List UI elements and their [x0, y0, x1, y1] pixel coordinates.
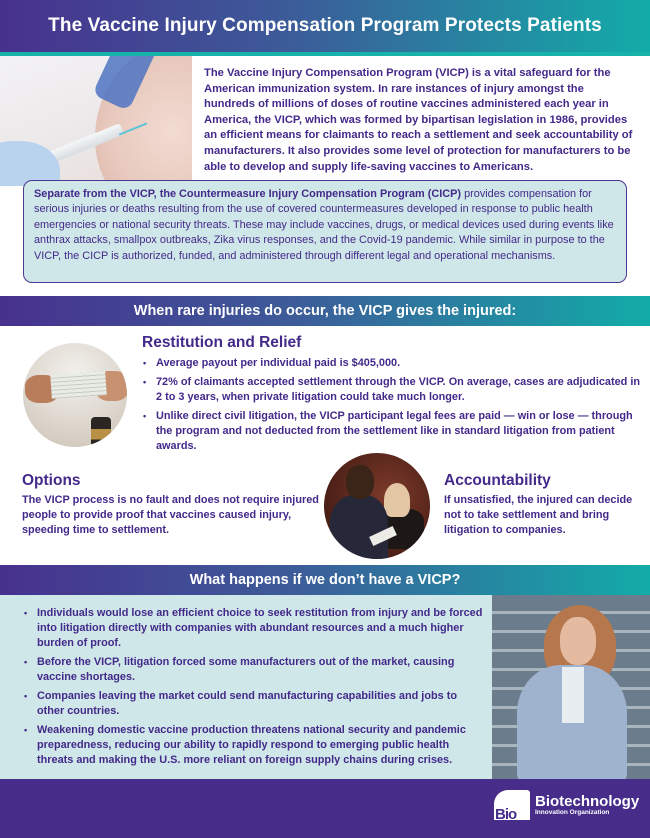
lawyer-head-shape: [346, 465, 374, 499]
section-banner-no-vicp: [0, 565, 650, 595]
bio-logo-mark-icon: [494, 790, 530, 823]
section-banner-benefits: [0, 296, 650, 326]
section-title-no-vicp: What happens if we don’t have a VICP?: [189, 572, 461, 588]
list-item: • 72% of claimants accepted settlement through the VICP. On average, cases are adjudicated in 2 to 3 years, when private litigation could take much longer.: [142, 375, 642, 405]
bio-logo-name: Biotechnology: [535, 792, 640, 810]
cicp-callout: [23, 180, 627, 283]
list-item: • Before the VICP, litigation forced some manufacturers out of the market, causing vaccine shortages.: [23, 655, 483, 685]
cash-stack-icon: [50, 371, 107, 399]
face-shape: [560, 617, 596, 665]
distressed-woman-photo: [492, 595, 650, 779]
options-text: The VICP process is no fault and does not require injured people to provide proof that vaccines caused injury, speeding time to settlement.: [22, 494, 319, 536]
bio-logo: [494, 790, 640, 823]
vaccination-photo: [0, 56, 192, 186]
judge-shape: [384, 483, 410, 517]
list-item: • Individuals would lose an efficient choice to seek restitution from injury and be forced into litigation directly with companies with abundant resources and a much higher burden of proof.: [23, 606, 483, 651]
restitution-section: [142, 334, 642, 458]
accountability-section: [444, 472, 644, 538]
bio-logo-text: [535, 794, 639, 817]
options-heading: Options: [22, 472, 81, 489]
money-handoff-photo: [23, 343, 127, 447]
no-vicp-list: [23, 606, 483, 772]
gavel-icon: [91, 417, 111, 447]
page-title: The Vaccine Injury Compensation Program Protects Patients: [48, 15, 602, 36]
courtroom-photo: [324, 453, 430, 559]
bio-logo-subtitle: Innovation Organization: [535, 808, 610, 816]
accountability-heading: Accountability: [444, 472, 551, 489]
restitution-list: [142, 356, 642, 454]
options-section: [22, 472, 322, 538]
intro-paragraph: The Vaccine Injury Compensation Program (VICP) is a vital safeguard for the American immunization system. In rare instances of injury amongst the hundreds of millions of doses of routine vaccines administered each year in America, the VICP, which was formed by bipartisan legislation in 1986, provides an efficient means for claimants to reach a settlement and seek accountability of manufacturers. It also provides some level of protection for manufacturers to be able to develop and supply life-saving vaccines to Americans.: [204, 67, 633, 173]
list-item: • Companies leaving the market could send manufacturing capabilities and jobs to other countries.: [23, 689, 483, 719]
lawyer-body-shape: [330, 495, 388, 559]
bio-mark-text: Bio: [495, 806, 517, 823]
shirt-shape: [562, 667, 584, 723]
section-title-benefits: When rare injuries do occur, the VICP gives the injured:: [133, 303, 517, 319]
header-banner: [0, 0, 650, 52]
list-item: • Weakening domestic vaccine production threatens national security and pandemic preparedness, reducing our ability to rapidly respond to emerging public health threats and making the U.S. more reliant on foreign supply chains during crises.: [23, 723, 483, 768]
accountability-text: If unsatisfied, the injured can decide not to take settlement and bring litigation to companies.: [444, 494, 633, 536]
restitution-heading: Restitution and Relief: [142, 334, 302, 351]
list-item: • Unlike direct civil litigation, the VICP participant legal fees are paid — win or lose — through the program and not deducted from the settlement like in standard litigation from patient awards.: [142, 409, 642, 454]
cicp-lead: Separate from the VICP, the Countermeasure Injury Compensation Program (CICP): [34, 188, 462, 200]
list-item: • Average payout per individual paid is $405,000.: [142, 356, 642, 371]
cicp-body: provides compensation for serious injuries or deaths resulting from the use of covered countermeasures developed in response to public health emergencies or national security threats. These may include vaccines, drugs, or medical devices used during events like anthrax attacks, smallpox outbreaks, Zika virus responses, and the Covid-19 pandemic. While similar in purpose to the VICP, the CICP is authorized, funded, and administered through different legal and operational mechanisms.: [34, 188, 614, 262]
